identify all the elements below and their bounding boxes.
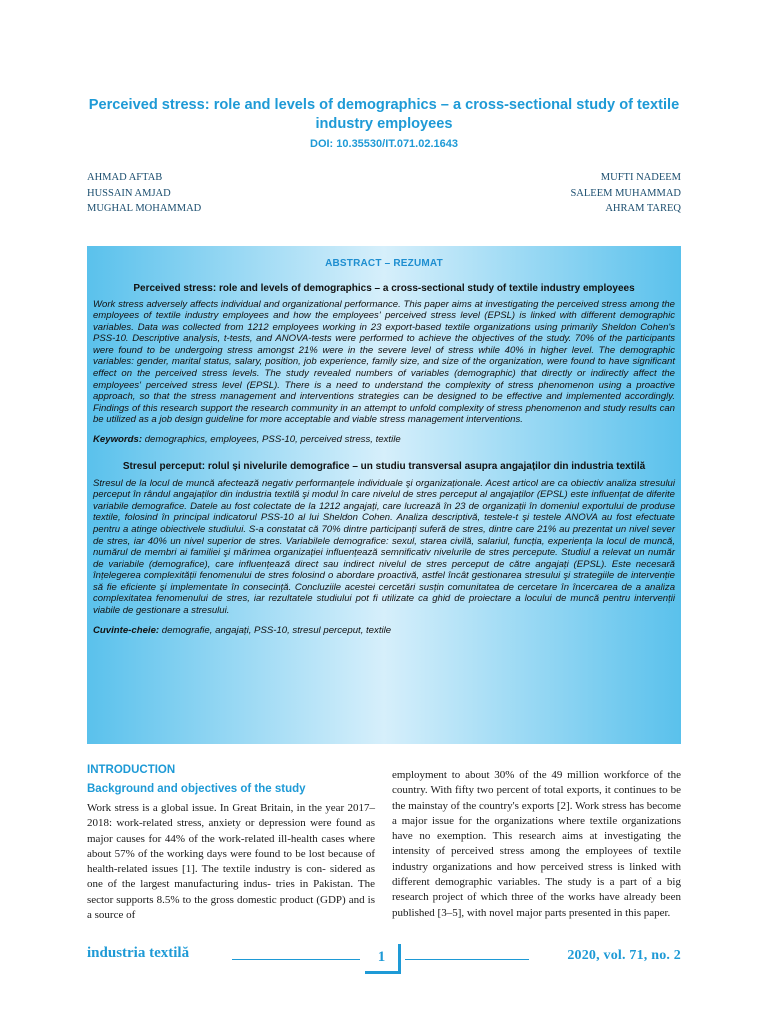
keywords-ro (93, 625, 675, 637)
author-name: AHRAM TAREQ (605, 203, 681, 215)
abstract-heading: ABSTRACT – REZUMAT (325, 258, 443, 269)
abstract-en-text: Work stress adversely affects individual and organizational performance. This paper aims at investigating the perceived stress among the employees of textile industry employees and how the employees' perceived stress level (EPSL) is linked with different demographic variables. Data was collected from 1212 employees working in 23 export-based textile organizations using primarily Sheldon Cohen's PSS-10. Descriptive analysis, t-tests, and ANOVA-tests were performed to achieve the objectives of the study. 70% of the participants were found to be undergoing stress amongst 21% were in the severe level of stress while 40% in higher level. The demographic variables: gender, marital status, salary, position, job experience, family size, and size of the organization, were found to have significant effect on the perceived stress levels. The study revealed numbers of variables (demographic) that directly or indirectly affect the employees' perceived stress level (EPSL). There is a need to understand the complexity of stress phenomenon using a proactive approach, so that the stress management and interventions strategies can be designed to be effective and implemented accordingly. Findings of this research support the research community in an attempt to unfold complexity of stress phenomenon and study results can be utilized as a job design guideline for more acceptable and viable stress management interventions. (93, 298, 675, 426)
journal-brand: industria textilă (87, 946, 190, 961)
issue-info: 2020, vol. 71, no. 2 (567, 948, 681, 963)
paper-title: Perceived stress: role and levels of demographics – a cross-sectional study of textile industry employees (88, 97, 680, 132)
doi: DOI: 10.35530/IT.071.02.1643 (310, 138, 458, 150)
author-name: MUGHAL MOHAMMAD (87, 203, 202, 215)
abstract-box (87, 246, 681, 744)
keywords-en (93, 434, 675, 446)
authors-right (570, 170, 681, 217)
author-name: MUFTI NADEEM (600, 172, 681, 183)
authors-left (87, 170, 201, 217)
author-name: AHMAD AFTAB (87, 172, 163, 183)
body-column-right: employment to about 30% of the 49 million workforce of the country. With fifty two percent of total exports, it continues to be the mainstay of the country's exports [2]. Work stress has become a major issue for the organizations where textile organizations have no exemption. This research aims at investigating the intensity of perceived stress among the employees of textile industry organizations and how perceived stress is linked with different demographic variables. The study is a part of a big research project of which three of the works have already been published [3–5], with novel major parts presented in this paper. (392, 769, 681, 919)
body-column-left: Work stress is a global issue. In Great Britain, in the year 2017–2018: work-related stress, anxiety or depression were found as major causes for 44% of the work-related ill-health cases where about 57% of the working days were found to be lost because of health-related issues [1]. The textile industry is con- sidered as one of the largest manufacturing indus- tries in Pakistan. The sector supports 8.5% to the gross domestic product (GDP) and is a source of (87, 802, 375, 922)
keywords-label: Keywords: (93, 434, 143, 446)
abstract-en-title: Perceived stress: role and levels of demographics – a cross-sectional study of textile industry employees (133, 283, 635, 294)
section-heading-introduction: INTRODUCTION (87, 764, 176, 776)
page-number: 1 (365, 944, 401, 974)
abstract-ro-title: Stresul perceput: rolul și nivelurile demografice – un studiu transversal asupra angajaților din industria textilă (122, 461, 646, 473)
section-subheading: Background and objectives of the study (87, 783, 306, 795)
footer-divider (232, 959, 360, 960)
keywords-list: demographics, employees, PSS-10, perceived stress, textile (142, 434, 401, 446)
author-name: SALEEM MUHAMMAD (570, 187, 681, 199)
footer-divider (405, 959, 529, 960)
abstract-ro-text: Stresul de la locul de muncă afectează negativ performanțele individuale şi organizaționale. Acest articol are ca obiectiv analiza stresului perceput în rândul angajaților din industria textilă şi modul în care nivelul de stres perceput al angajaților (EPSL) este influențat de diferite variabile demografice. Datele au fost colectate de la 1212 angajați, care lucrează în 23 de organizații în domeniul exportului de produse textile, folosind în principal indicatorul PSS-10 al lui Sheldon Cohen. Analiza descriptivă, testele-t şi testele ANOVA au fost efectuate pentru a atinge obiectivele studiului. S-a constatat că 70% dintre participanți suferă de stres, dintre care 21% au prezentat un nivel sever de stres, iar 40% un nivel superior de stres. Variabilele demografice: sexul, starea civilă, salariul, funcția, experiența la locul de muncă, numărul de membri ai familiei şi mărimea organizației influențează semnificativ nivelurile de stres percepute. Studiul a relevat un număr de variabile (demografice), care influențează direct sau indirect nivelul de stres perceput de către angajați (EPSL). Este necesară înțelegerea complexității fenomenului de stres folosind o abordare proactivă, astfel încât gestionarea stresului şi strategiile de intervenție să fie eficiente şi implementate în consecință. Concluziile acestei cercetări susțin comunitatea de cercetare în încercarea de a analiza complexitatea fenomenului de stres, iar rezultatele studiului pot fi utilizate ca ghid de proiectare a locului de muncă pentru intervenții viabile de gestionare a stresului. (93, 477, 675, 617)
keywords-list: demografie, angajați, PSS-10, stresul perceput, textile (159, 624, 392, 636)
author-name: HUSSAIN AMJAD (87, 187, 171, 199)
keywords-label: Cuvinte-cheie: (93, 624, 160, 636)
